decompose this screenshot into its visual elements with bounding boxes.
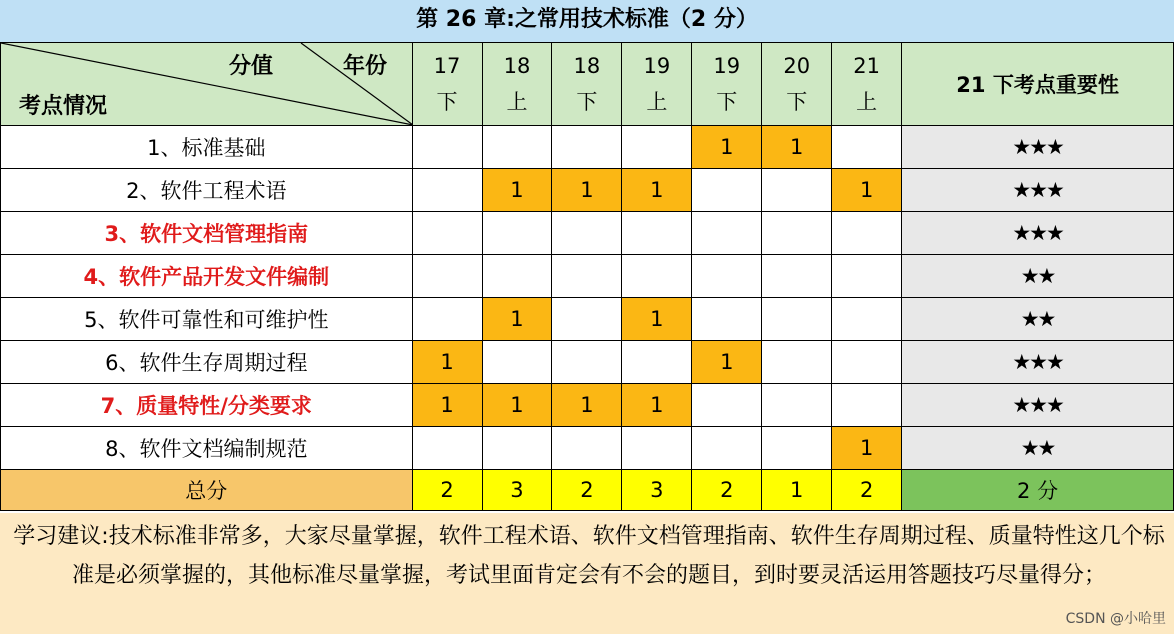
score-cell [762,341,832,384]
score-cell [552,212,622,255]
total-value: 3 [482,470,552,511]
year-header-cell [692,43,762,126]
score-cell: 1 [832,427,902,470]
score-cell [762,255,832,298]
year-half: 上 [856,90,878,114]
year-half: 上 [506,90,528,114]
total-importance: 2 分 [902,470,1174,511]
year-half: 下 [786,90,808,114]
table-row [1,255,1174,298]
score-cell [832,255,902,298]
score-cell [552,341,622,384]
year-number: 20 [783,54,811,78]
score-cell [762,427,832,470]
score-cell [412,212,482,255]
watermark-text: CSDN @小哈里 [1065,611,1166,627]
importance-stars: ★★ [902,298,1174,341]
score-label: 分值 [229,54,274,79]
year-half: 下 [436,90,458,114]
total-value: 1 [762,470,832,511]
score-cell [552,427,622,470]
score-cell [412,427,482,470]
score-cell [482,255,552,298]
year-number: 21 [853,54,881,78]
score-cell [762,212,832,255]
importance-stars: ★★★ [902,341,1174,384]
score-cell [832,341,902,384]
importance-stars: ★★★ [902,169,1174,212]
score-cell [412,169,482,212]
year-header-cell [762,43,832,126]
score-cell [482,212,552,255]
score-cell [762,169,832,212]
table-row [1,427,1174,470]
year-header-cell [622,43,692,126]
importance-stars: ★★ [902,427,1174,470]
year-header-cell [412,43,482,126]
topic-cell: 2、软件工程术语 [1,169,413,212]
total-value: 2 [412,470,482,511]
importance-stars: ★★★ [902,126,1174,169]
score-cell [622,255,692,298]
year-number: 18 [503,54,531,78]
table-row [1,341,1174,384]
year-number: 19 [643,54,671,78]
year-label: 年份 [343,54,388,79]
score-cell [692,212,762,255]
year-number: 19 [713,54,741,78]
score-cell [412,298,482,341]
table-row [1,212,1174,255]
table-row [1,169,1174,212]
topic-cell: 8、软件文档编制规范 [1,427,413,470]
table-row [1,298,1174,341]
score-cell [832,126,902,169]
score-cell: 1 [622,169,692,212]
topic-cell: 3、软件文档管理指南 [1,212,413,255]
score-cell: 1 [762,126,832,169]
table-row [1,126,1174,169]
score-cell: 1 [552,169,622,212]
score-cell [692,169,762,212]
study-advice: 学习建议:技术标准非常多，大家尽量掌握，软件工程术语、软件文档管理指南、软件生存周期过程、质量特性这几个标准是必须掌握的，其他标准尽量掌握，考试里面肯定会有不会的题目，到时要灵活运用答题技巧尽量得分； [0,513,1174,634]
importance-stars: ★★ [902,255,1174,298]
score-cell [622,126,692,169]
exam-topics-table [0,42,1174,511]
score-cell [832,384,902,427]
year-header-cell [482,43,552,126]
score-cell: 1 [482,298,552,341]
score-cell: 1 [482,384,552,427]
year-half: 下 [716,90,738,114]
score-cell [832,298,902,341]
total-row [1,470,1174,511]
score-cell [622,341,692,384]
table-row [1,384,1174,427]
page-title: 第 26 章:之常用技术标准（2 分） [0,0,1174,42]
score-cell [622,427,692,470]
score-cell [692,384,762,427]
corner-header-cell [1,43,413,126]
score-cell: 1 [832,169,902,212]
topic-cell: 7、质量特性/分类要求 [1,384,413,427]
score-cell: 1 [552,384,622,427]
year-half: 上 [646,90,668,114]
topic-cell: 1、标准基础 [1,126,413,169]
score-cell [482,427,552,470]
score-cell [552,255,622,298]
total-value: 2 [832,470,902,511]
year-number: 18 [573,54,601,78]
score-cell [692,427,762,470]
topic-label: 考点情况 [19,94,108,119]
header-row [1,43,1174,126]
score-cell [412,126,482,169]
score-cell [762,384,832,427]
score-cell [412,255,482,298]
score-cell: 1 [412,341,482,384]
importance-header: 21 下考点重要性 [902,43,1174,126]
year-header-cell [832,43,902,126]
score-cell: 1 [692,341,762,384]
score-cell [692,298,762,341]
topic-cell: 4、软件产品开发文件编制 [1,255,413,298]
score-cell [832,212,902,255]
score-cell: 1 [622,298,692,341]
year-half: 下 [576,90,598,114]
total-value: 2 [692,470,762,511]
topic-cell: 6、软件生存周期过程 [1,341,413,384]
score-cell: 1 [622,384,692,427]
total-value: 3 [622,470,692,511]
importance-stars: ★★★ [902,384,1174,427]
total-value: 2 [552,470,622,511]
score-cell: 1 [482,169,552,212]
score-cell [552,298,622,341]
score-cell [482,126,552,169]
importance-stars: ★★★ [902,212,1174,255]
score-cell [692,255,762,298]
score-cell: 1 [412,384,482,427]
topic-cell: 5、软件可靠性和可维护性 [1,298,413,341]
total-label: 总分 [1,470,413,511]
score-cell [762,298,832,341]
score-cell: 1 [692,126,762,169]
score-cell [482,341,552,384]
year-header-cell [552,43,622,126]
year-number: 17 [433,54,461,78]
score-cell [552,126,622,169]
score-cell [622,212,692,255]
